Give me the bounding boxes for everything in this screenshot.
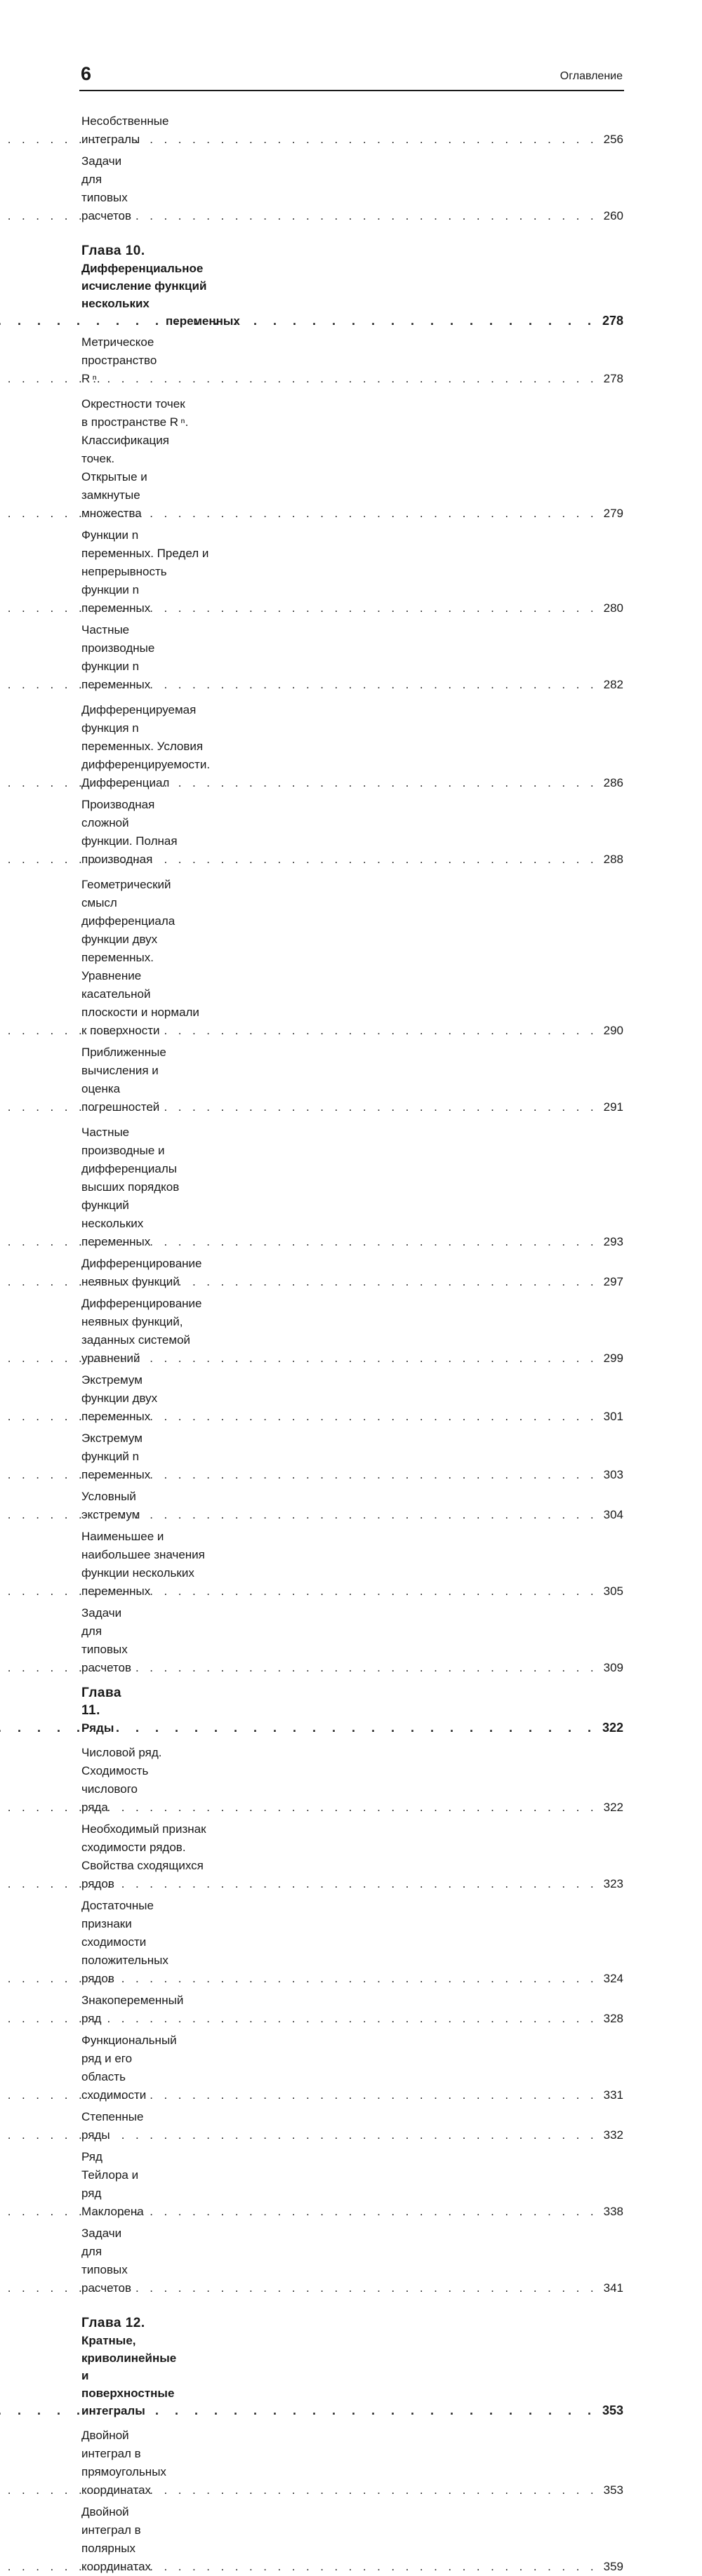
- toc-section: [81, 876, 623, 1040]
- toc-entry-text: Частные производные функции n переменных: [81, 623, 155, 691]
- toc-entry-text: Ряд Тейлора и ряд Маклорена: [81, 2150, 144, 2218]
- toc-entry-text: Функции n переменных. Предел и непрерывность функции n переменных: [81, 528, 209, 615]
- toc-entry-text: Двойной интеграл в прямоугольных координатах: [81, 2429, 166, 2497]
- toc-page-number: 278: [603, 372, 623, 385]
- toc-page-number: 288: [603, 853, 623, 866]
- toc-section: [81, 2427, 623, 2500]
- toc-section: [81, 152, 623, 225]
- toc-section: [81, 1295, 623, 1368]
- dot-leader: [166, 2558, 600, 2576]
- toc-entry-text: Необходимый признак сходимости рядов. Свойства сходящихся рядов: [81, 1822, 206, 1890]
- toc-entry-text: нескольких переменных: [81, 1217, 151, 1248]
- dot-leader: [121, 1719, 600, 1737]
- toc-section: [81, 333, 623, 388]
- toc-entry-text: Задачи для типовых расчетов: [81, 154, 132, 222]
- dot-leader: [180, 1098, 600, 1116]
- toc-page-number: 297: [603, 1275, 623, 1288]
- toc-entry-text: Условный экстремум: [81, 1490, 140, 1521]
- toc-entry-text: Степенные ряды: [81, 2110, 144, 2142]
- dot-leader: [179, 2402, 600, 2420]
- toc-entry-title: [81, 876, 204, 1040]
- chapter-label: Глава 12.: [81, 2316, 145, 2330]
- toc-page-number: 331: [603, 2088, 623, 2102]
- toc-page-number: 359: [603, 2560, 623, 2573]
- toc-page-number: 322: [602, 1721, 623, 1735]
- toc-entry-line: [81, 876, 204, 967]
- toc-page-number: 291: [603, 1100, 623, 1114]
- toc-page-number: 303: [603, 1468, 623, 1481]
- toc-section: [81, 1371, 623, 1426]
- toc-entry-text: Наименьшее и наибольшее значения функции нескольких переменных: [81, 1530, 205, 1598]
- toc-chapter: [81, 1684, 623, 1737]
- toc-entry-text: Дифференциальное исчисление функций нескольких: [81, 262, 207, 310]
- toc-page-number: 278: [602, 314, 623, 328]
- toc-section: [81, 2108, 623, 2144]
- toc-section: [81, 701, 623, 792]
- dot-leader: [204, 1022, 600, 1040]
- toc-section: [81, 1604, 623, 1677]
- toc-entry-text: Функциональный ряд и его область сходимости: [81, 2034, 177, 2102]
- toc-page-number: 290: [603, 1024, 623, 1037]
- toc-section: [81, 2031, 623, 2104]
- toc-entry-text: Двойной интеграл в полярных координатах: [81, 2505, 152, 2573]
- toc-section: [81, 1744, 623, 1817]
- toc-page-number: 322: [603, 1801, 623, 1814]
- table-of-contents: [81, 112, 623, 2576]
- chapter-label: Глава 10.: [81, 243, 145, 258]
- dot-leader: [168, 131, 600, 149]
- toc-page-number: 304: [603, 1508, 623, 1521]
- toc-page-number: 353: [603, 2483, 623, 2497]
- toc-section: [81, 1991, 623, 2028]
- toc-page-number: 332: [603, 2128, 623, 2142]
- toc-entry-line: [81, 1123, 205, 1215]
- toc-entry-text: Экстремум функций n переменных: [81, 1432, 151, 1481]
- toc-page-number: 323: [603, 1877, 623, 1890]
- toc-page-number: 353: [602, 2403, 623, 2417]
- dot-leader: [140, 1506, 600, 1524]
- toc-entry-text: переменных: [166, 314, 240, 328]
- toc-entry-title: [81, 1123, 205, 1251]
- dot-leader: [240, 312, 600, 330]
- toc-section: [81, 621, 623, 694]
- toc-entry-text: Дифференцирование неявных функций, заданных системой уравнений: [81, 1297, 202, 1365]
- toc-entry-text: Достаточные признаки сходимости положительных рядов: [81, 1899, 168, 1985]
- dot-leader: [171, 676, 600, 694]
- toc-entry-text: дифференцируемости. Дифференциал: [81, 758, 211, 789]
- toc-entry-text: Метрическое пространство R ⁿ.: [81, 335, 157, 385]
- dot-leader: [208, 1582, 600, 1601]
- toc-entry-line: [81, 242, 240, 312]
- toc-page-number: 282: [603, 678, 623, 691]
- toc-page-number: 256: [603, 133, 623, 146]
- toc-page-number: 324: [603, 1972, 623, 1985]
- toc-section: [81, 1528, 623, 1601]
- toc-section: [81, 796, 623, 869]
- dot-leader: [143, 2126, 600, 2144]
- toc-page-number: 341: [603, 2281, 623, 2295]
- dot-leader: [152, 1466, 600, 1484]
- toc-section: [81, 112, 623, 149]
- toc-section: [81, 1123, 623, 1251]
- toc-page-number: 286: [603, 776, 623, 789]
- toc-section: [81, 1820, 623, 1893]
- toc-page-number: 279: [603, 507, 623, 520]
- toc-entry-text: Знакопеременный ряд: [81, 1994, 184, 2025]
- running-title: Оглавление: [559, 70, 623, 82]
- toc-section: [81, 1897, 623, 1988]
- toc-page-number: 309: [603, 1661, 623, 1674]
- toc-entry-text: Производная сложной функции. Полная производная: [81, 798, 178, 866]
- dot-leader: [143, 2279, 600, 2297]
- toc-chapter: [81, 242, 623, 330]
- toc-entry-text: Приближенные вычисления и оценка погрешностей: [81, 1046, 166, 1114]
- toc-section: [81, 526, 623, 618]
- toc-entry-text: Задачи для типовых расчетов: [81, 2227, 132, 2295]
- dot-leader: [183, 2010, 600, 2028]
- toc-entry-text: Дифференцирование неявных функций: [81, 1257, 202, 1288]
- dot-leader: [205, 1233, 600, 1251]
- toc-entry-line: [81, 395, 194, 468]
- toc-section: [81, 1429, 623, 1484]
- toc-entry-text: Окрестности точек в пространстве R ⁿ. Классификация точек.: [81, 397, 189, 465]
- dot-leader: [210, 774, 600, 792]
- toc-entry-text: Геометрический смысл дифференциала функции двух переменных.: [81, 878, 176, 964]
- toc-entry-text: Числовой ряд. Сходимость числового ряда: [81, 1746, 162, 1814]
- toc-page-number: 301: [603, 1410, 623, 1423]
- chapter-label: Глава 11.: [81, 1686, 121, 1718]
- toc-entry-text: Открытые и замкнутые множества: [81, 470, 147, 520]
- dot-leader: [166, 1798, 600, 1817]
- page-header: [79, 65, 624, 91]
- toc-page-number: 338: [603, 2205, 623, 2218]
- toc-entry-text: Кратные, криволинейные и поверхностные интегралы: [81, 2334, 177, 2417]
- toc-entry-text: Частные производные и дифференциалы высших порядков функций: [81, 1126, 180, 1212]
- toc-section: [81, 1255, 623, 1291]
- dot-leader: [202, 1273, 600, 1291]
- dot-leader: [211, 599, 600, 618]
- toc-entry-text: Ряды: [81, 1721, 114, 1735]
- toc-entry-text: Дифференцируемая функция n переменных. Условия: [81, 703, 204, 753]
- dot-leader: [157, 370, 600, 388]
- toc-section: [81, 2503, 623, 2576]
- dot-leader: [143, 207, 600, 225]
- toc-entry-title: [81, 395, 194, 523]
- dot-leader: [194, 505, 600, 523]
- toc-page-number: 299: [603, 1352, 623, 1365]
- toc-section: [81, 1488, 623, 1524]
- toc-section: [81, 395, 623, 523]
- toc-page-number: 260: [603, 209, 623, 222]
- page-number: 6: [81, 63, 92, 84]
- toc-section: [81, 2224, 623, 2297]
- toc-entry-text: Несобственные интегралы: [81, 114, 169, 146]
- dot-leader: [207, 1875, 600, 1893]
- dot-leader: [183, 850, 600, 869]
- toc-page-number: 280: [603, 601, 623, 615]
- dot-leader: [176, 2481, 600, 2500]
- dot-leader: [189, 1970, 600, 1988]
- toc-section: [81, 1043, 623, 1116]
- toc-section: [81, 2148, 623, 2221]
- toc-entry-text: Экстремум функции двух переменных: [81, 1373, 158, 1423]
- toc-entry-line: [81, 701, 210, 756]
- toc-page-number: 293: [603, 1235, 623, 1248]
- toc-entry-text: Уравнение касательной плоскости и нормали к поверхности: [81, 969, 199, 1037]
- toc-page-number: 328: [603, 2012, 623, 2025]
- dot-leader: [145, 2203, 600, 2221]
- dot-leader: [208, 1349, 600, 1368]
- dot-leader: [143, 1659, 600, 1677]
- toc-chapter: [81, 2314, 623, 2420]
- toc-page-number: 305: [603, 1584, 623, 1598]
- toc-entry-text: Задачи для типовых расчетов: [81, 1606, 132, 1674]
- dot-leader: [158, 1408, 600, 1426]
- dot-leader: [177, 2086, 600, 2104]
